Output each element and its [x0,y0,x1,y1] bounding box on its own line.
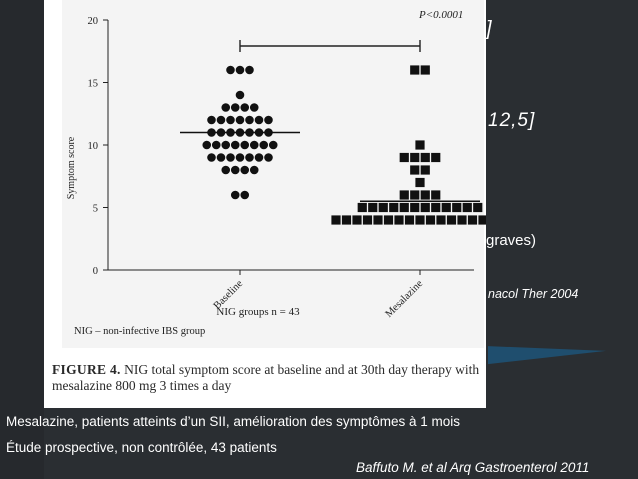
baseline-point [236,153,245,162]
y-tick-label: 10 [87,141,98,152]
baseline-point [240,103,249,112]
baseline-point [255,153,264,162]
mesalazine-point [410,65,419,74]
partial-dose-text: 12,5] [488,110,536,131]
figure-panel [44,0,486,408]
p-value-label: P<0.0001 [419,9,464,21]
mesalazine-point [452,203,461,212]
mesalazine-point [410,190,419,199]
baseline-point [236,91,245,100]
partial-graves-text: graves) [486,232,537,249]
baseline-point [245,66,254,75]
baseline-point [231,166,240,175]
mesalazine-point [410,203,419,212]
mesalazine-point [400,203,409,212]
mesalazine-point [379,203,388,212]
baseline-point [250,166,259,175]
x-tick-label: Mesalazine [383,278,426,320]
mesalazine-point [421,190,430,199]
y-tick-label: 5 [92,203,98,215]
mesalazine-point [415,140,424,149]
mesalazine-point [478,215,486,224]
baseline-point [269,141,278,150]
baseline-point [264,116,273,125]
mesalazine-point [368,203,377,212]
mesalazine-point [431,153,440,162]
baseline-point [207,153,216,162]
mesalazine-point [389,203,398,212]
baseline-point [226,116,235,125]
mesalazine-point [410,153,419,162]
baseline-point [202,141,211,150]
mesalazine-point [415,178,424,187]
baseline-point [217,153,226,162]
mesalazine-point [394,215,403,224]
baseline-point [240,166,249,175]
partial-bracket-text: ] [486,18,492,40]
baseline-point [231,141,240,150]
mesalazine-point [384,215,393,224]
mesalazine-point [431,190,440,199]
baseline-point [231,103,240,112]
baseline-point [245,153,254,162]
baseline-point [255,116,264,125]
baseline-point [217,116,226,125]
mesalazine-point [363,215,372,224]
y-tick-label: 15 [87,78,98,90]
slide-side-band [0,0,44,479]
mesalazine-point [463,203,472,212]
baseline-point [236,66,245,75]
y-tick-label: 0 [92,266,98,277]
symptom-score-chart [44,0,486,350]
baseline-point [240,141,249,150]
figure-footnote: NIG – non-infective IBS group [74,326,206,337]
accent-shape [488,340,606,364]
baseline-point [245,116,254,125]
mesalazine-point [473,203,482,212]
mesalazine-point [426,215,435,224]
baseline-point [221,141,230,150]
baseline-point [221,103,230,112]
mesalazine-point [421,153,430,162]
mesalazine-point [342,215,351,224]
x-axis-title: NIG groups n = 43 [216,306,300,318]
mesalazine-point [352,215,361,224]
mesalazine-point [447,215,456,224]
baseline-point [212,141,221,150]
baseline-point [221,166,230,175]
mesalazine-point [405,215,414,224]
mesalazine-point [415,215,424,224]
mesalazine-point [358,203,367,212]
figure-caption-label: FIGURE 4. [52,362,121,377]
mesalazine-point [431,203,440,212]
baseline-point [231,191,240,200]
figure-caption-text: NIG total symptom score at baseline and at 30th day therapy with mesalazine 800 mg 3 times a day [52,362,480,393]
mesalazine-point [421,165,430,174]
mesalazine-point [436,215,445,224]
mesalazine-point [410,165,419,174]
y-tick-label: 20 [87,16,98,27]
bullet-1: Mesalazine, patients atteints d’un SII, amélioration des symptômes à 1 mois [6,414,460,429]
mesalazine-point [468,215,477,224]
baseline-point [250,103,259,112]
baseline-point [226,153,235,162]
y-axis-title: Symptom score [66,136,77,200]
mesalazine-point [421,203,430,212]
baseline-point [226,66,235,75]
mesalazine-point [457,215,466,224]
baseline-point [264,153,273,162]
baseline-point [250,141,259,150]
x-tick-label: Baseline [211,278,246,312]
mesalazine-point [373,215,382,224]
bullet-2: Étude prospective, non contrôlée, 43 patients [6,440,277,455]
mesalazine-point [421,65,430,74]
baseline-point [240,191,249,200]
reference-citation: Baffuto M. et al Arq Gastroenterol 2011 [356,460,590,475]
mesalazine-point [442,203,451,212]
mesalazine-point [331,215,340,224]
mesalazine-point [400,190,409,199]
baseline-point [259,141,268,150]
mesalazine-point [400,153,409,162]
partial-journal-text: nacol Ther 2004 [488,287,579,301]
baseline-point [207,116,216,125]
baseline-point [236,116,245,125]
figure-caption [52,362,482,394]
